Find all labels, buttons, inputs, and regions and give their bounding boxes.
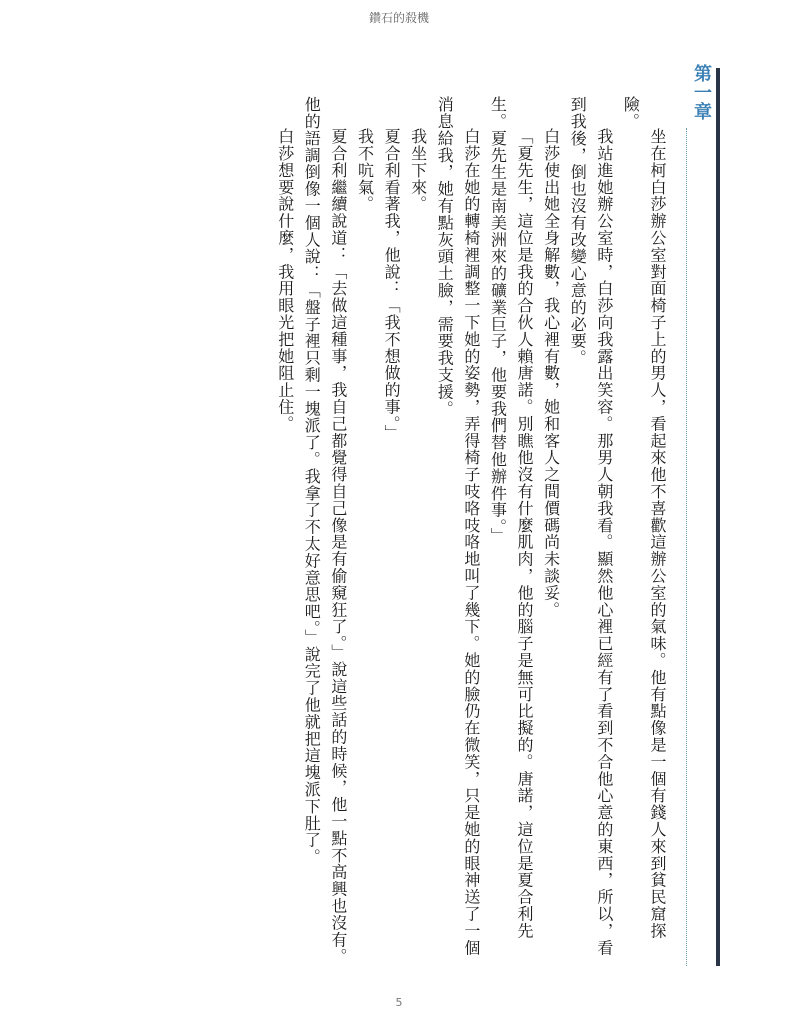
chapter-title: 第一章: [691, 64, 712, 121]
paragraph: 白莎使出她全身解數，我心裡有數，她和客人之間價碼尚未談妥。: [541, 128, 561, 619]
body-text: [110, 96, 670, 968]
running-header: 鑽石的殺機: [368, 11, 429, 25]
chapter-rule: [716, 68, 720, 966]
paragraph: 「夏先生，這位是我的合伙人賴唐諾。別瞧他沒有什麼肌肉，他的腦子是無可比擬的。唐諾，這位是夏合利先生。夏先生是南美洲來的礦業巨子，他要我們替他辦件事。」: [488, 96, 535, 940]
paragraph: 夏合利看著我，他說：「我不想做的事。」: [382, 128, 402, 442]
paragraph: 白莎想要說什麼，我用眼光把她阻止住。: [275, 128, 295, 433]
paragraph: 我不吭氣。: [355, 128, 375, 213]
paragraph: 坐在柯白莎辦公室對面椅子上的男人，看起來他不喜歡這辦公室的氣味。他有點像是一個有錢人來到貧民窟探險。: [621, 96, 667, 940]
paragraph: 夏合利繼續說道：「去做這種事，我自己都覺得自己像是有偷窺狂了。」說這些話的時候，他一點不高興也沒有。他的語調倒像一個人說：「盤子裡只剩一塊派了。我拿了不太好意思吧。」說完了他就把這塊派下肚了。: [302, 96, 348, 965]
page-number: 5: [395, 996, 403, 1009]
paragraph: 我站進她辦公室時，白莎向我露出笑容。那男人朝我看。顯然他心裡已經有了看到不合他心意的東西，所以，看到我後，倒也沒有改變心意的必要。: [568, 96, 614, 957]
paragraph: 我坐下來。: [408, 128, 428, 213]
paragraph: 白莎在她的轉椅裡調整一下她的姿勢，弄得椅子吱咯吱咯地叫了幾下。她的臉仍在微笑，只是她的眼神送了一個消息給我，她有點灰頭土臉，需要我支援。: [435, 96, 481, 957]
dotted-rule: [686, 128, 687, 966]
